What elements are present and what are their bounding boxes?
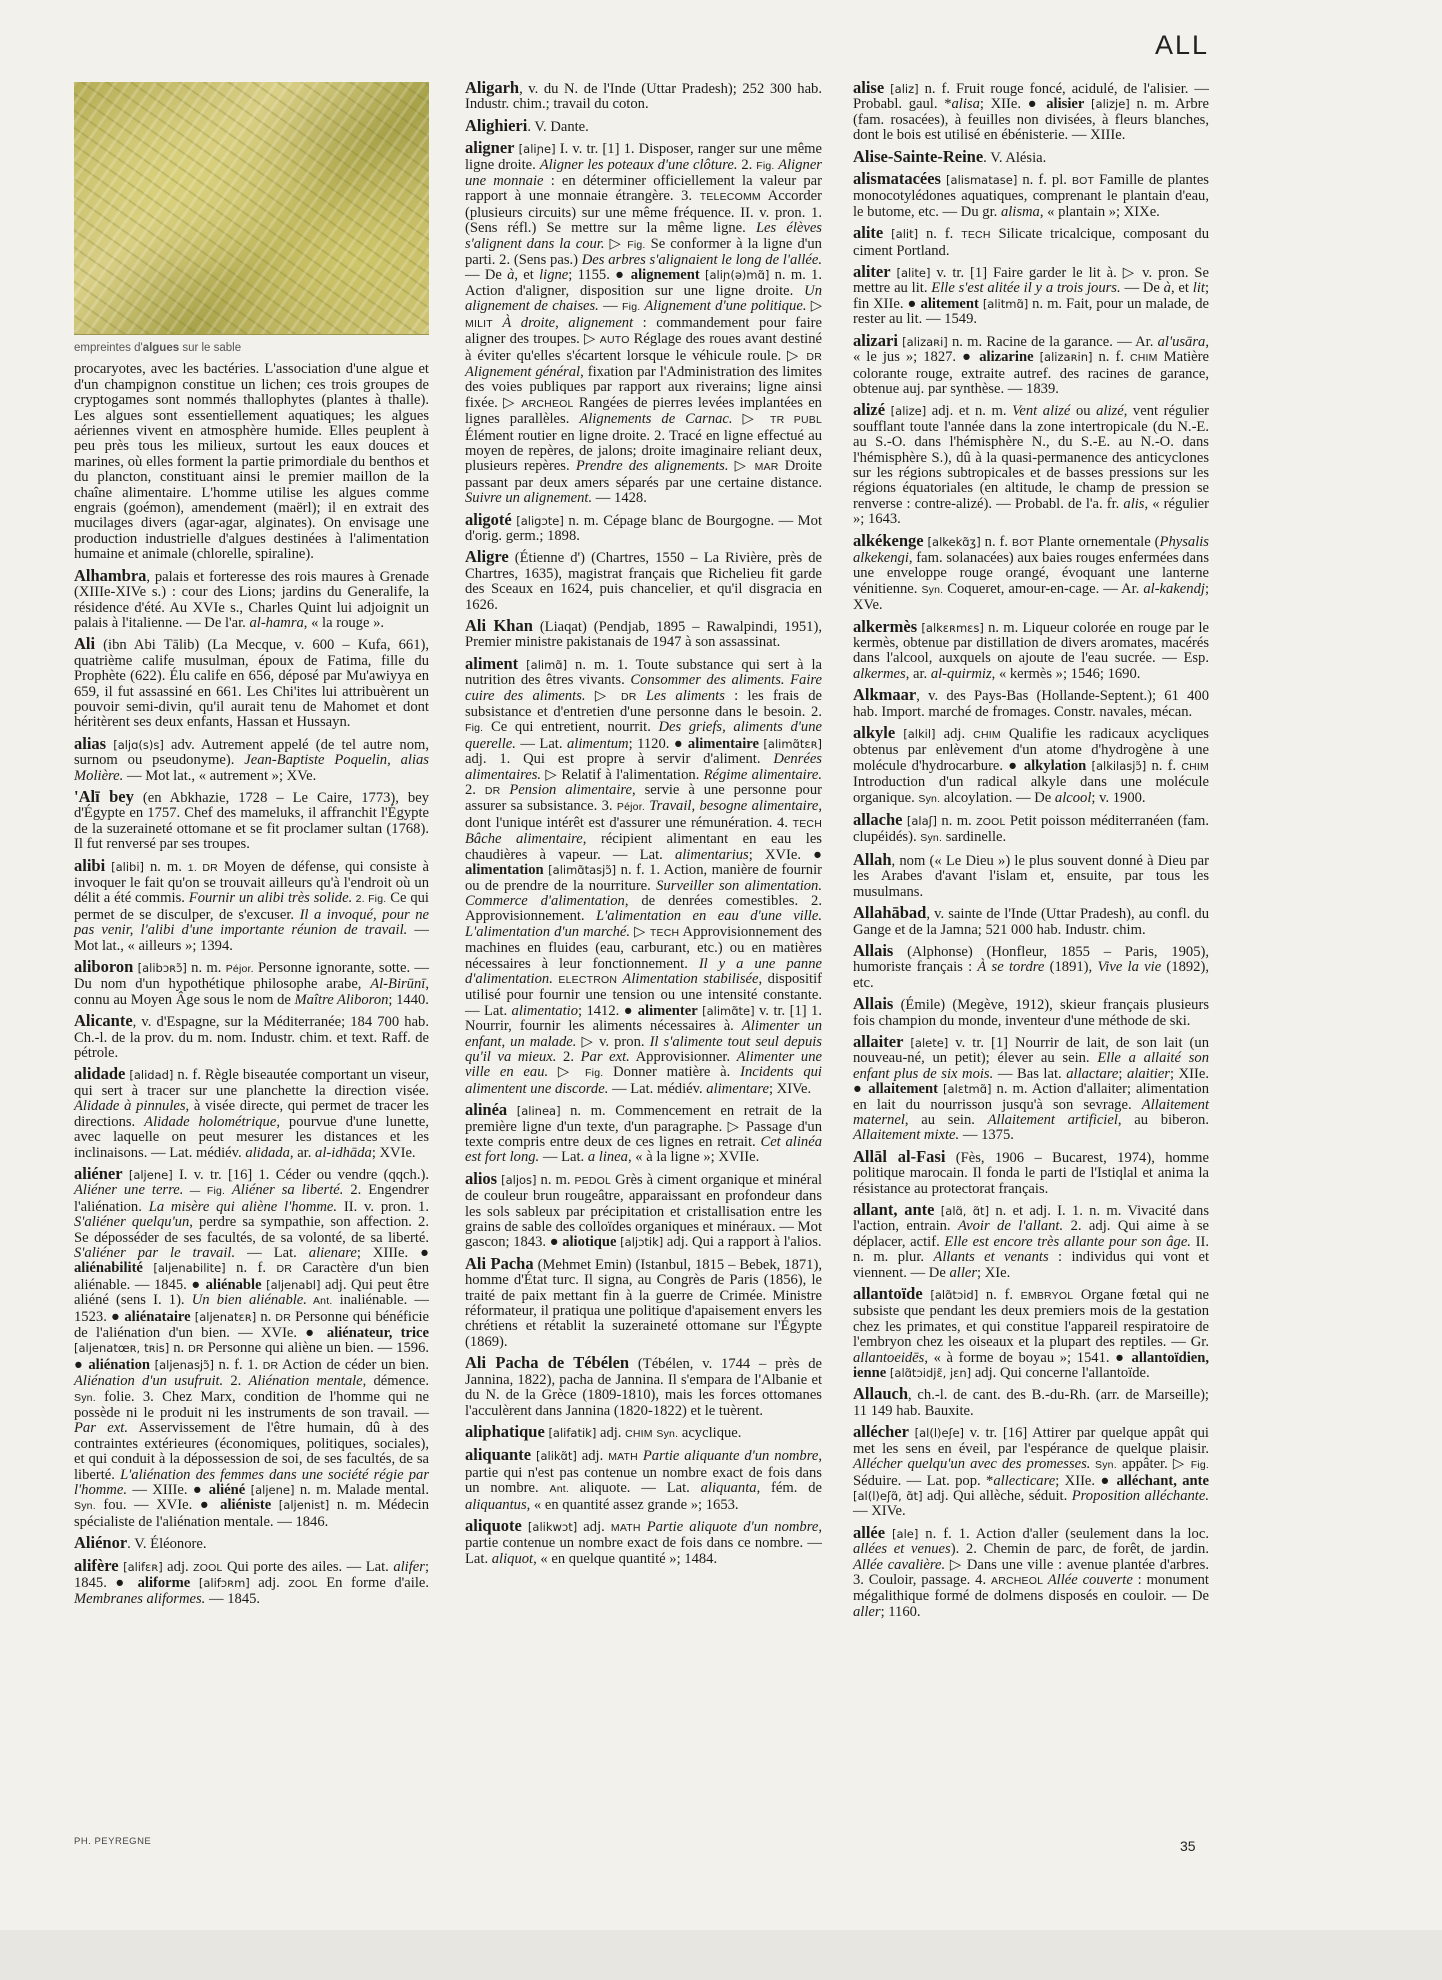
entry-aliquote: aliquote [alikwɔt] adj. MATH Partie aliquote d'un nombre, partie contenue un nombre exact de fois dans ce nombre. — Lat. aliquot, « en quelque quantité »; 1484. bbox=[465, 1515, 822, 1567]
entry-aligarh: Aligarh, v. du N. de l'Inde (Uttar Pradesh); 252 300 hab. Industr. chim.; travail du coton. bbox=[465, 78, 822, 113]
column-1 bbox=[74, 80, 429, 1613]
entry-alifere: alifère [alifɛʀ] adj. ZOOL Qui porte des ailes. — Lat. alifer; 1845. ● aliforme [alifɔʀm] adj. ZOOL En forme d'aile. Membranes aliformes. — 1845. bbox=[74, 1555, 429, 1608]
entry-alibi: alibi [alibi] n. m. 1. DR Moyen de défense, qui consiste à invoquer le fait qu'on se trouvait ailleurs qu'à l'endroit où un délit a été commis. Fournir un alibi très solide. 2. Fig. Ce qui permet de se disculper, de s'excuser. Il a invoqué, pour ne pas venir, l'alibi d'une importante réunion de travail. — Mot lat., « ailleurs »; 1394. bbox=[74, 855, 430, 954]
column-2 bbox=[465, 80, 822, 1572]
entry-allecher: allécher [al(l)eʃe] v. tr. [16] Attirer par quelque appât qui met les sens en éveil, par l'espérance de quelque plaisir. Allécher quelqu'un avec des promesses. Syn. appâter. ▷ Fig. Séduire. — Lat. pop. *allecticare; XIIe. ● alléchant, ante [al(l)eʃɑ̃, ɑ̃t] adj. Qui allèche, séduit. Proposition alléchante. — XIVe. bbox=[853, 1422, 1209, 1520]
entry-ali: Ali (ibn Abi Tālib) (La Mecque, v. 600 – Kufa, 661), quatrième calife musulman, époux de Fatima, fille du Prophète (622). Élu calife en 656, déposé par Mu'awiyya en 659, il fut assassiné en 661. Les Chi'ites lui attribuèrent un pouvoir semi-divin, qu'il aurait tenu de Mahomet et dont héritèrent ses deux enfants, Hassan et Hussayn. bbox=[74, 634, 429, 731]
entry-alidade: alidade [alidad] n. f. Règle biseautée comportant un viseur, qui sert à tracer sur une planchette la direction visée. Alidade à pinnules, à visée directe, qui permet de tracer les directions. Alidade holométrique, pourvue d'une lunette, avec laquelle on peut mesurer les distances et les inclinaisons. — Lat. médiév. alidada, ar. al-idhāda; XVIe. bbox=[74, 1064, 429, 1161]
entry-alinea: alinéa [alinea] n. m. Commencement en retrait de la première ligne d'un texte, d'un paragraphe. ▷ Passage d'un texte compris entre deux de ces lignes en retrait. Cet alinéa est fort long. — Lat. a linea, « à la ligne »; XVIIe. bbox=[465, 1100, 822, 1166]
entry-allant: allant, ante [alɑ̃, ɑ̃t] n. et adj. I. 1. n. m. Vivacité dans l'action, entrain. Avoir de l'allant. 2. adj. Qui aime à se déplacer, actif. Elle est encore très allante pour son âge. II. n. m. plur. Allants et venants : individus qui vont et viennent. — De aller; XIe. bbox=[853, 1200, 1210, 1281]
entry-ali-pacha-de-tebelen: Ali Pacha de Tébélen (Tébélen, v. 1744 – près de Jannina, 1822), pacha de Jannina. Il s'empara de l'Albanie et du N. de la Grèce (1809-1810), mais les forces ottomanes l'acculèrent dans Jannina (1820-1822) et le tuèrent. bbox=[465, 1353, 823, 1419]
entry-ali-bey: 'Alī bey (en Abkhazie, 1728 – Le Caire, 1773), bey d'Égypte en 1757. Chef des mameluks, il affranchit l'Égypte de la suzeraineté ottomane et se fit proclamer sultan (1768). Il fut renversé par ses troupes. bbox=[74, 786, 429, 853]
entry-alias: alias [aljɑ(s)s] adv. Autrement appelé (de tel autre nom, surnom ou pseudonyme). Jean-Baptiste Poquelin, alias Molière. — Mot lat., « autrement »; XVe. bbox=[74, 733, 429, 784]
entry-aliquante: aliquante [alikɑ̃t] adj. MATH Partie aliquante d'un nombre, partie qui n'est pas contenue un nombre exact de fois dans un nombre. Ant. aliquote. — Lat. aliquanta, fém. de aliquantus, « en quantité assez grande »; 1653. bbox=[465, 1445, 822, 1513]
entry-alhambra: Alhambra, palais et forteresse des rois maures à Grenade (XIIIe-XIVe s.) : cour des Lions; jardins du Generalife, la résidence d'été. Au XVIe s., Charles Quint lui adjoignit un palais à l'italienne. — De l'ar. al-hamra, « la rouge ». bbox=[74, 565, 429, 631]
entry-algue-continued: procaryotes, avec les bactéries. L'association d'une algue et d'un champignon constitue un lichen; ces trois groupes de cryptogames sont nommés thallophytes (plantes à thalle). Les algues sont essentiellement aquatiques; les algues aériennes vivent en atmosphère humide. Elles peuplent à peu près tous les milieux, surtout les eaux douces et marines, où elles forment la partie primordiale du benthos et du plancton, constituant ainsi le premier maillon de la chaîne alimentaire. L'homme utilise les algues comme engrais (goémon), amendement (maërl); il en extrait des mucilages divers (agar-agar, alginates). On envisage une production industrielle d'algues destinées à l'alimentation humaine et animale (chlorelle, spiraline). bbox=[74, 361, 429, 563]
entry-allache: allache [alaʃ] n. m. ZOOL Petit poisson méditerranéen (fam. clupéidés). Syn. sardinelle. bbox=[853, 810, 1209, 846]
entry-allah: Allah, nom (« Le Dieu ») le plus souvent donné à Dieu par les Arabes d'avant l'islam et, ensuite, par tous les musulmans. bbox=[853, 849, 1209, 900]
entry-alkyle: alkyle [alkil] adj. CHIM Qualifie les radicaux acycliques obtenus par enlèvement d'un atome d'hydrogène à une molécule d'hydrocarbure. ● alkylation [alkilasjɔ̃] n. f. CHIM Introduction d'un radical alkyle dans une molécule organique. Syn. alcoylation. — De alcool; v. 1900. bbox=[853, 723, 1209, 806]
entry-alizari: alizari [alizaʀi] n. m. Racine de la garance. — Ar. al'usāra, « le jus »; 1827. ● alizarine [alizaʀin] n. f. CHIM Matière colorante rouge, extraite autref. des racines de garance, obtenue auj. par synthèse. — 1839. bbox=[853, 330, 1209, 397]
entry-alios: alios [aljos] n. m. PEDOL Grès à ciment organique et minéral de couleur brun rougeâtre, apparaissant en profondeur dans les sols sableux par précipitation et cristallisation entre les grains de sable des colloïdes organiques et minéraux. — Mot gascon; 1843. ● aliotique [aljɔtik] adj. Qui a rapport à l'alios. bbox=[465, 1168, 822, 1251]
photo-credit: PH. PEYREGNE bbox=[74, 1836, 152, 1847]
running-head-guide-word: ALL bbox=[1155, 30, 1210, 60]
entry-aliter: aliter [alite] v. tr. [1] Faire garder le lit à. ▷ v. pron. Se mettre au lit. Elle s'est alitée il y a trois jours. — De à, et lit; fin XIIe. ● alitement [alitmɑ̃] n. m. Fait, pour un malade, de rester au lit. — 1549. bbox=[853, 262, 1210, 328]
entry-alicante: Alicante, v. d'Espagne, sur la Méditerranée; 184 700 hab. Ch.-l. de la prov. du m. nom. Industr. chim. et text. Raff. de pétrole. bbox=[74, 1011, 429, 1062]
entry-allahabad: Allahābad, v. sainte de l'Inde (Uttar Pradesh), au confl. du Gange et de la Jamna; 521 000 hab. Industr. chim. bbox=[853, 903, 1209, 938]
entry-alise-sainte-reine: Alise-Sainte-Reine. V. Alésia. bbox=[853, 146, 1047, 166]
entry-ali-khan: Ali Khan (Liaqat) (Pendjab, 1895 – Rawalpindi, 1951), Premier ministre pakistanais de 1947 à son assassinat. bbox=[465, 616, 822, 651]
entry-alienor: Aliénor. V. Éléonore. bbox=[74, 1533, 207, 1553]
entry-allaiter: allaiter [alete] v. tr. [1] Nourrir de lait, de son lait (un nouveau-né, un petit); élever au sein. Elle a allaité son enfant plus de six mois. — Bas lat. allactare; alaitier; XIIe. ● allaitement [alɛtmɑ̃] n. m. Action d'allaiter; alimentation en lait du nourrisson jusqu'à son sevrage. Allaitement maternel, au sein. Allaitement artificiel, au biberon. Allaitement mixte. — 1375. bbox=[853, 1031, 1210, 1144]
entry-ali-pacha: Ali Pacha (Mehmet Emin) (Istanbul, 1815 – Bebek, 1871), homme d'État turc. Il signa, au Congrès de Paris (1856), le traité de paix mettant fin à la guerre de Crimée. Ministre réformateur, il pratiqua une politique d'apaisement envers les chrétiens et rétablit la suzeraineté ottomane sur l'Égypte (1869). bbox=[465, 1253, 822, 1350]
entry-alite: alite [alit] n. f. TECH Silicate tricalcique, composant du ciment Portland. bbox=[853, 223, 1209, 259]
entry-aliboron: aliboron [alibɔʀɔ̃] n. m. Péjor. Personne ignorante, sotte. — Du nom d'un hypothétique philosophe arabe, Al-Birūnī, connu au Moyen Âge sous le nom de Maître Aliboron; 1440. bbox=[74, 957, 429, 1008]
entry-alighieri: Alighieri. V. Dante. bbox=[465, 115, 589, 135]
entry-aligner: aligner [aliɲe] I. v. tr. [1] 1. Disposer, ranger sur une même ligne droite. Aligner les poteaux d'une clôture. 2. Fig. Aligner une monnaie : en déterminer officiellement la valeur par rapport à une monnaie étrangère. 3. TELECOMM Accorder (plusieurs circuits) sur une même fréquence. II. v. pron. 1. (Sens réfl.) Se mettre sur la même ligne. Les élèves s'alignent dans la cour. ▷ Fig. Se conformer à la ligne d'un parti. 2. (Sens pas.) Des arbres s'alignaient le long de l'allée. — De à, et ligne; 1155. ● alignement [aliɲ(ə)mɑ̃] n. m. 1. Action d'aligner, disposition sur une ligne droite. Un alignement de chaises. — Fig. Alignement d'une politique. ▷ MILIT À droite, alignement : commandement pour faire aligner des troupes. ▷ AUTO Réglage des roues avant destiné à éviter qu'elles s'écartent lorsque le véhicule roule. ▷ DR Alignement général, fixation par l'Administration des limites des voies publiques par rapport aux riverains; ligne ainsi fixée. ▷ ARCHEOL Rangées de pierres levées implantées en lignes parallèles. Alignements de Carnac. ▷ TR PUBL Élément routier en ligne droite. 2. Tracé en ligne effectué au moyen de repères, de jalons; droite imaginaire reliant deux, plusieurs repères. Prendre des alignements. ▷ MAR Droite passant par deux amers séparés par une certaine distance. Suivre un alignement. — 1428. bbox=[465, 138, 823, 507]
page-bottom-margin bbox=[0, 1930, 1442, 1980]
entry-allais-emile: Allais (Émile) (Megève, 1912), skieur français plusieurs fois champion du monde, inventeur d'une méthode de ski. bbox=[853, 994, 1209, 1029]
entry-aliphatique: aliphatique [alifatik] adj. CHIM Syn. acyclique. bbox=[465, 1421, 742, 1441]
entry-alkermes: alkermès [alkɛʀmɛs] n. m. Liqueur colorée en rouge par le kermès, obtenue par distillation de divers aromates, macérés dans l'alcool, auxquels on ajoute de l'eau sucrée. — Esp. alkermes, ar. al-quirmiz, « kermès »; 1546; 1690. bbox=[853, 616, 1209, 682]
entry-alkekenge: alkékenge [alkekɑ̃ʒ] n. f. BOT Plante ornementale (Physalis alkekengi, fam. solanacées) aux baies rouges enfermées dans une enveloppe rouge orangé, évoquant une lanterne vénitienne. Syn. Coqueret, amour-en-cage. — Ar. al-kakendj; XVe. bbox=[853, 530, 1209, 614]
entry-allee: allée [ale] n. f. 1. Action d'aller (seulement dans la loc. allées et venues). 2. Chemin de parc, de forêt, de jardin. Allée cavalière. ▷ Dans une ville : avenue plantée d'arbres. 3. Couloir, passage. 4. ARCHEOL Allée couverte : monument mégalithique formé de dolmens disposés en couloir. — De aller; 1160. bbox=[853, 1522, 1209, 1620]
entry-aligre: Aligre (Étienne d') (Chartres, 1550 – La Rivière, près de Chartres, 1635), magistrat français que Richelieu fit garde des Sceaux en 1624, puis chancelier, et qu'il disgracia en 1626. bbox=[465, 547, 822, 613]
page-number: 35 bbox=[1180, 1838, 1196, 1854]
entry-allais-alphonse: Allais (Alphonse) (Honfleur, 1855 – Paris, 1905), humoriste français : À se tordre (1891), Vive la vie (1892), etc. bbox=[853, 940, 1209, 991]
entry-allauch: Allauch, ch.-l. de cant. des B.-du-Rh. (arr. de Marseille); 11 149 hab. Bauxite. bbox=[853, 1384, 1209, 1419]
entry-aligote: aligoté [aligɔte] n. m. Cépage blanc de Bourgogne. — Mot d'orig. germ.; 1898. bbox=[465, 509, 822, 544]
entry-alise: alise [aliz] n. f. Fruit rouge foncé, acidulé, de l'alisier. — Probabl. gaul. *alisa; XIIe. ● alisier [alizje] n. m. Arbre (fam. rosacées), à feuilles non divisées, à fleurs blanches, dont le bois est utilisé en ébénisterie. — XIIIe. bbox=[853, 78, 1210, 144]
entry-alize: alizé [alize] adj. et n. m. Vent alizé ou alizé, vent régulier soufflant toute l'année dans la zone intertropicale (du N.-E. au S.-O. dans l'hémisphère N., du S.-E. au N.-O. dans l'hémisphère S.), dû à la quasi-permanence des anticyclones sur les régions subtropicales et de basses pressions sur les régions équatoriales (en altitude, le champ de pression se renverse : contre-alizé). — Probabl. de l'a. fr. alis, « régulier »; 1643. bbox=[853, 400, 1210, 528]
algae-sand-photo bbox=[74, 82, 429, 335]
column-3 bbox=[853, 80, 1209, 1625]
entry-allantoide: allantoïde [alɑ̃tɔid] n. f. EMBRYOL Organe fœtal qui ne subsiste que pendant les deux premiers mois de la gestation chez les primates, et qui constitue l'appareil respiratoire de l'embryon chez les oiseaux et la plupart des reptiles. — Gr. allantoeidēs, « à forme de boyau »; 1541. ● allantoïdien, ienne [alɑ̃tɔidjɛ̃, jɛn] adj. Qui concerne l'allantoïde. bbox=[853, 1284, 1209, 1382]
entry-alkmaar: Alkmaar, v. des Pays-Bas (Hollande-Septent.); 61 400 hab. Import. marché de fromages. Constr. navales, mécan. bbox=[853, 685, 1209, 720]
entry-alismatacees: alismatacées [alismatase] n. f. pl. BOT Famille de plantes monocotylédones aquatiques, comprenant le plantain d'eau, le butome, etc. — Du gr. alisma, « plantain »; XIXe. bbox=[853, 169, 1209, 220]
entry-allal-al-fasi: Allāl al-Fasi (Fès, 1906 – Bucarest, 1974), homme politique marocain. Il fonda le parti de l'Istiqlal et anima la résistance au protectorat français. bbox=[853, 1146, 1209, 1197]
entry-aliment: aliment [alimɑ̃] n. m. 1. Toute substance qui sert à la nutrition des êtres vivants. Consommer des aliments. Faire cuire des aliments. ▷ DR Les aliments : les frais de subsistance et d'entretien d'une personne dans le besoin. 2. Fig. Ce qui entretient, nourrit. Des griefs, aliments d'une querelle. — Lat. alimentum; 1120. ● alimentaire [alimɑ̃tɛʀ] adj. 1. Qui est propre à servir d'aliment. Denrées alimentaires. ▷ Relatif à l'alimentation. Régime alimentaire. 2. DR Pension alimentaire, servie à une personne pour assurer sa subsistance. 3. Péjor. Travail, besogne alimentaire, dont l'unique intérêt est d'assurer une rémunération. 4. TECH Bâche alimentaire, récipient alimentant en eau les chaudières à vapeur. — Lat. alimentarius; XVIe. ● alimentation [alimɑ̃tasjɔ̃] n. f. 1. Action, manière de fournir ou de prendre de la nourriture. Surveiller son alimentation. Commerce d'alimentation, de denrées comestibles. 2. Approvisionnement. L'alimentation en eau d'une ville. L'alimentation d'un marché. ▷ TECH Approvisionnement des machines en fluides (eau, carburant, etc.) ou en matières nécessaires à leur fonctionnement. Il y a une panne d'alimentation. ELECTRON Alimentation stabilisée, dispositif utilisé pour fournir une tension ou une intensité constante. — Lat. alimentatio; 1412. ● alimenter [alimɑ̃te] v. tr. [1] 1. Nourrir, fournir les aliments nécessaires à. Alimenter un enfant, un malade. ▷ v. pron. Il s'alimente tout seul depuis qu'il va mieux. 2. Par ext. Approvisionner. Alimenter une ville en eau. ▷ Fig. Donner matière à. Incidents qui alimentent une discorde. — Lat. médiév. alimentare; XIVe. bbox=[465, 653, 823, 1097]
figure-caption: empreintes d'algues sur le sable bbox=[74, 342, 242, 354]
entry-aliener: aliéner [aljene] I. v. tr. [16] 1. Céder ou vendre (qqch.). Aliéner une terre. — Fig. Aliéner sa liberté. 2. Engendrer l'aliénation. La misère qui aliène l'homme. II. v. pron. 1. S'aliéner quelqu'un, perdre sa sympathie, son affection. 2. Se déposséder de ses facultés, de sa volonté, de sa liberté. S'aliéner par le travail. — Lat. alienare; XIIIe. ● aliénabilité [aljenabilite] n. f. DR Caractère d'un bien aliénable. — 1845. ● aliénable [aljenabl] adj. Qui peut être aliéné (sens I. 1). Un bien aliénable. Ant. inaliénable. — 1523. ● aliénataire [aljenatɛʀ] n. DR Personne qui bénéficie de l'aliénation d'un bien. — XVIe. ● aliénateur, trice [aljenatœʀ, tʀis] n. DR Personne qui aliène un bien. — 1596. ● aliénation [aljenasjɔ̃] n. f. 1. DR Action de céder un bien. Aliénation d'un usufruit. 2. Aliénation mentale, démence. Syn. folie. 3. Chez Marx, condition de l'homme qui ne possède ni le produit ni les instruments de son travail. — Par ext. Asservissement de l'être humain, dû à des contraintes extérieures (économiques, politiques, sociales), et qui conduit à la dépossession de soi, de ses facultés, de sa liberté. L'aliénation des femmes dans une société régie par l'homme. — XIIIe. ● aliéné [aljene] n. m. Malade mental. Syn. fou. — XVIe. ● aliéniste [aljenist] n. m. Médecin spécialiste de l'aliénation mentale. — 1846. bbox=[74, 1163, 430, 1530]
